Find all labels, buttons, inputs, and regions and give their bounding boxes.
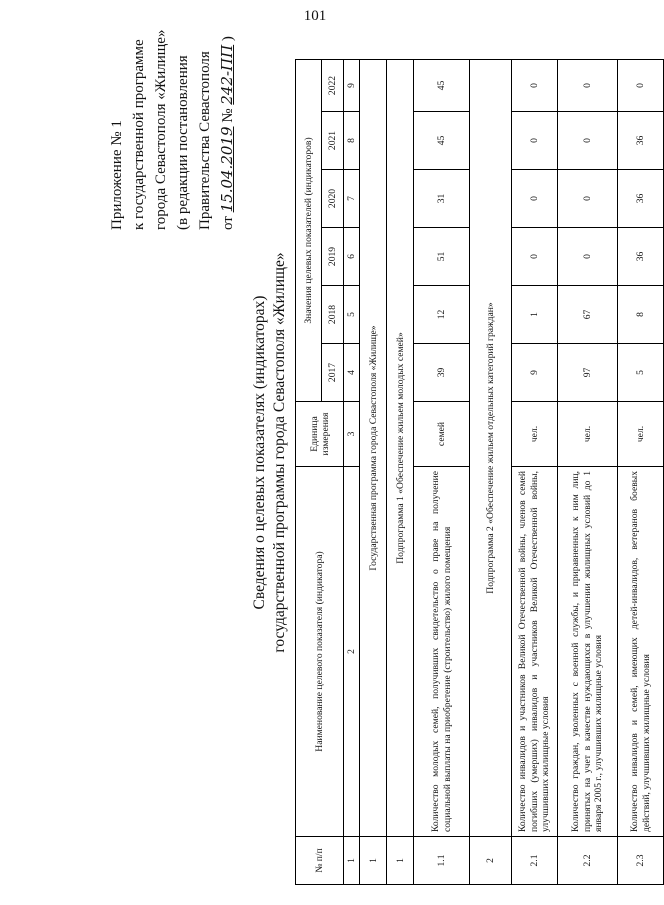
indicator-unit: чел. (512, 402, 558, 467)
header-name: Наименование целевого показателя (индикатора) (296, 467, 344, 837)
column-number: 3 (344, 402, 360, 467)
column-number: 1 (344, 837, 360, 885)
indicator-value: 0 (558, 228, 618, 286)
header-year: 2017 (322, 344, 344, 402)
header-year: 2021 (322, 112, 344, 170)
column-number-row (344, 60, 360, 885)
header-year: 2018 (322, 286, 344, 344)
table-row (512, 60, 558, 885)
row-num: 2.2 (558, 837, 618, 885)
page-number: 101 (303, 8, 327, 24)
table-row (618, 60, 664, 885)
indicators-table (295, 59, 664, 885)
indicator-name: Количество инвалидов и семей, имеющих детей-инвалидов, ветеранов боевых действий, улучшивших жилищные условия (618, 467, 664, 837)
column-number: 6 (344, 228, 360, 286)
indicator-value: 5 (618, 344, 664, 402)
indicator-value: 31 (414, 170, 470, 228)
indicator-value: 0 (512, 170, 558, 228)
from-label: от (220, 216, 236, 230)
number-label: № (220, 108, 236, 123)
subprogram-title: Подпрограмма 1 «Обеспечение жильем молодых семей» (387, 60, 414, 837)
indicator-value: 36 (618, 170, 664, 228)
row-num: 1 (387, 837, 414, 885)
indicator-value: 45 (414, 112, 470, 170)
row-num: 1.1 (414, 837, 470, 885)
appendix-line-5: Правительства Севастополя (197, 51, 213, 230)
program-row (360, 60, 387, 885)
appendix-date-line (216, 10, 239, 230)
indicator-value: 67 (558, 286, 618, 344)
appendix-line-1: Приложение № 1 (109, 120, 125, 230)
row-num: 2 (470, 837, 512, 885)
indicator-name: Количество молодых семей, получивших свидетельство о праве на получение социальной выплаты на приобретение (строительство) жилого помещения (414, 467, 470, 837)
appendix-line-2: к государственной программе (131, 39, 147, 230)
close-paren: ) (220, 36, 236, 42)
row-num: 2.3 (618, 837, 664, 885)
document-title (250, 0, 290, 905)
indicator-value: 36 (618, 112, 664, 170)
indicator-value: 0 (512, 112, 558, 170)
indicator-unit: чел. (558, 402, 618, 467)
appendix-line-3: города Севастополя «Жилище» (153, 29, 169, 230)
indicator-value: 97 (558, 344, 618, 402)
program-title: Государственная программа города Севастополя «Жилище» (360, 60, 387, 837)
indicator-value: 45 (414, 60, 470, 112)
indicator-unit: чел. (618, 402, 664, 467)
column-number: 2 (344, 467, 360, 837)
subprogram-1-row (387, 60, 414, 885)
indicator-value: 0 (558, 112, 618, 170)
title-line-1: Сведения о целевых показателях (индикаторах) (251, 295, 268, 610)
indicator-value: 9 (512, 344, 558, 402)
indicator-name: Количество граждан, уволенных с военной службы, и приравненных к ним лиц, принятых на учет в качестве нуждающихся в улучшении жилищных условий до 1 января 2005 г., улучшивших жилищные условия (558, 467, 618, 837)
header-year: 2019 (322, 228, 344, 286)
indicator-value: 51 (414, 228, 470, 286)
indicator-value: 0 (512, 228, 558, 286)
indicator-value: 0 (618, 60, 664, 112)
indicator-value: 0 (558, 170, 618, 228)
column-number: 5 (344, 286, 360, 344)
column-number: 7 (344, 170, 360, 228)
indicator-unit: семей (414, 402, 470, 467)
indicator-value: 8 (618, 286, 664, 344)
appendix-line-4: (в редакции постановления (175, 55, 191, 230)
header-year: 2022 (322, 60, 344, 112)
indicator-value: 0 (558, 60, 618, 112)
indicator-value: 0 (512, 60, 558, 112)
header-unit: Единица измерения (296, 402, 344, 467)
header-values: Значения целевых показателей (индикаторов) (296, 60, 322, 402)
column-number: 8 (344, 112, 360, 170)
header-year: 2020 (322, 170, 344, 228)
header-num: № п/п (296, 837, 344, 885)
table-row (558, 60, 618, 885)
subprogram-2-row (470, 60, 512, 885)
indicator-value: 39 (414, 344, 470, 402)
table-row (414, 60, 470, 885)
column-number: 9 (344, 60, 360, 112)
indicator-value: 36 (618, 228, 664, 286)
title-line-2: государственной программы города Севастополя «Жилище» (271, 252, 288, 653)
appendix-block (106, 10, 239, 230)
indicator-name: Количество инвалидов и участников Великой Отечественной войны, членов семей погибших (умерших) инвалидов и участников Великой Отечественной войны, улучшивших жилищные условия (512, 467, 558, 837)
handwritten-date: 15.04.2019 (218, 126, 236, 213)
row-num: 2.1 (512, 837, 558, 885)
handwritten-number: 242-ПП (218, 44, 236, 105)
indicator-value: 1 (512, 286, 558, 344)
column-number: 4 (344, 344, 360, 402)
row-num: 1 (360, 837, 387, 885)
subprogram-title: Подпрограмма 2 «Обеспечение жильем отдельных категорий граждан» (470, 60, 512, 837)
indicator-value: 12 (414, 286, 470, 344)
